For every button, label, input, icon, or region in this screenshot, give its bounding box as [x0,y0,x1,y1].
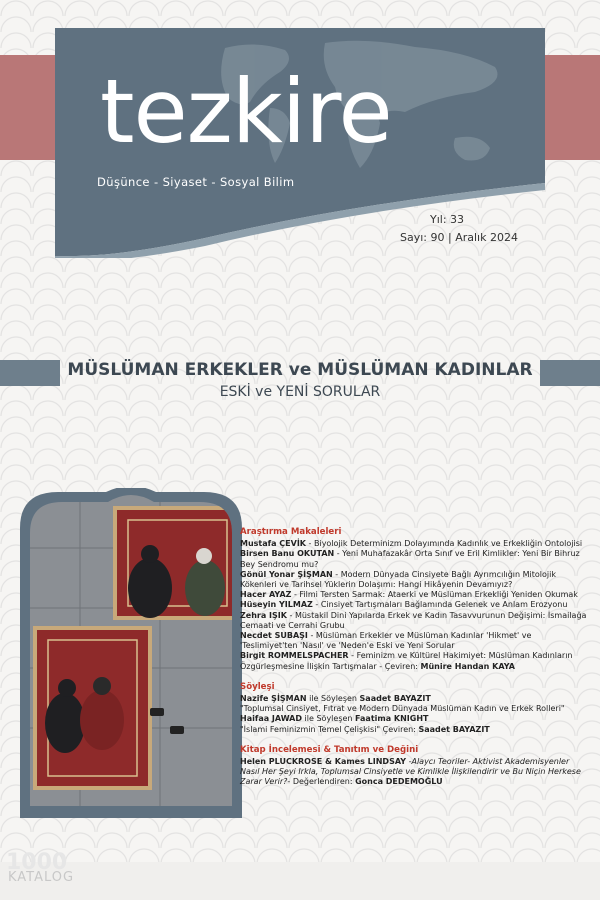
issue-main-title: MÜSLÜMAN ERKEKLER ve MÜSLÜMAN KADINLAR [67,360,533,380]
year-line: Yıl: 33 [430,213,465,226]
issue-main-subtitle: ESKİ ve YENİ SORULAR [219,384,381,400]
mosque-prayer-photo [20,488,242,818]
section-heading-research: Araştırma Makaleleri [240,527,342,537]
toc-entry: Helen PLUCKROSE & Kames LINDSAY -Alaycı Teoriler- Aktivist Akademisyenler Nasıl Her Şeyi Irkla, Toplumsal Cinsiyetle ve Kimlikle İlişkilendirir ve Bu Niçin Herkese Zarar Verir?- Değerlendiren: Gonca DEDEMOĞLU [240,757,581,787]
section-heading-book-review: Kitap İncelemesi & Tanıtım ve Değini [240,744,419,755]
table-of-contents [240,527,590,788]
magazine-title: tezkire [100,60,392,163]
toc-entry: Hacer AYAZ - Filmi Tersten Sarmak: Ataerki ve Müslüman Erkekliği Yeniden Okumak [240,590,578,600]
toc-entry: Haifaa JAWAD ile Söyleşen Faatima KNIGHT [240,714,429,724]
title-rule-right [540,360,600,386]
toc-entry: Hüseyin YILMAZ - Cinsiyet Tartışmaları Bağlamında Gelenek ve Anlam Erozyonu [240,600,568,610]
toc-entry: Mustafa ÇEVİK - Biyolojik Determinizm Dolayımında Kadınlık ve Erkekliğin Ontolojisi [240,539,583,549]
toc-entry: Birgit ROMMELSPACHER - Feminizm ve Kültürel Hakimiyet: Müslüman Kadınların Özgürleşmesine İlişkin Tartışmalar - Çeviren: Münire Handan KAYA [240,651,573,671]
magazine-subtitle: Düşünce - Siyaset - Sosyal Bilim [97,175,295,189]
watermark-text: KATALOG [8,870,75,885]
toc-entry: "Toplumsal Cinsiyet, Fıtrat ve Modern Dünyada Müslüman Kadın ve Erkek Rolleri" [240,704,565,714]
toc-entry: Gönül Yonar ŞİŞMAN - Modern Dünyada Cinsiyete Bağlı Ayrımcılığın Mitolojik Kökenleri ve Tarihsel Yüklerin Dolaşımı: Hangi Hikâyenin Devamıyız? [240,569,556,590]
footer-band [0,862,600,900]
toc-entry: Zehra IŞIK - Müstakil Dini Yapılarda Erkek ve Kadın Tasavvurunun Değişimi: İsmailağa Cemaati ve Cerrahi Grubu [240,610,587,630]
toc-entry: "İslami Feminizmin Temel Çelişkisi" Çeviren: Saadet BAYAZIT [240,724,490,734]
toc-entry: Necdet SUBAŞI - Müslüman Erkekler ve Müslüman Kadınlar 'Hikmet' ve 'Teslimiyet'ten 'Nasıl' ve 'Neden'e Eski ve Yeni Sorular [240,631,532,651]
title-rule-left [0,360,60,386]
section-heading-interview: Söyleşi [240,681,275,692]
issue-line: Sayı: 90 | Aralık 2024 [400,231,518,244]
watermark-brand: 1000 [6,850,68,875]
toc-entry: Nazife ŞİŞMAN ile Söyleşen Saadet BAYAZIT [240,694,431,704]
toc-entry: Birsen Banu OKUTAN - Yeni Muhafazakâr Orta Sınıf ve Eril Kimlikler: Yeni Bir Bihruz Bey Sendromu mu? [240,549,580,569]
